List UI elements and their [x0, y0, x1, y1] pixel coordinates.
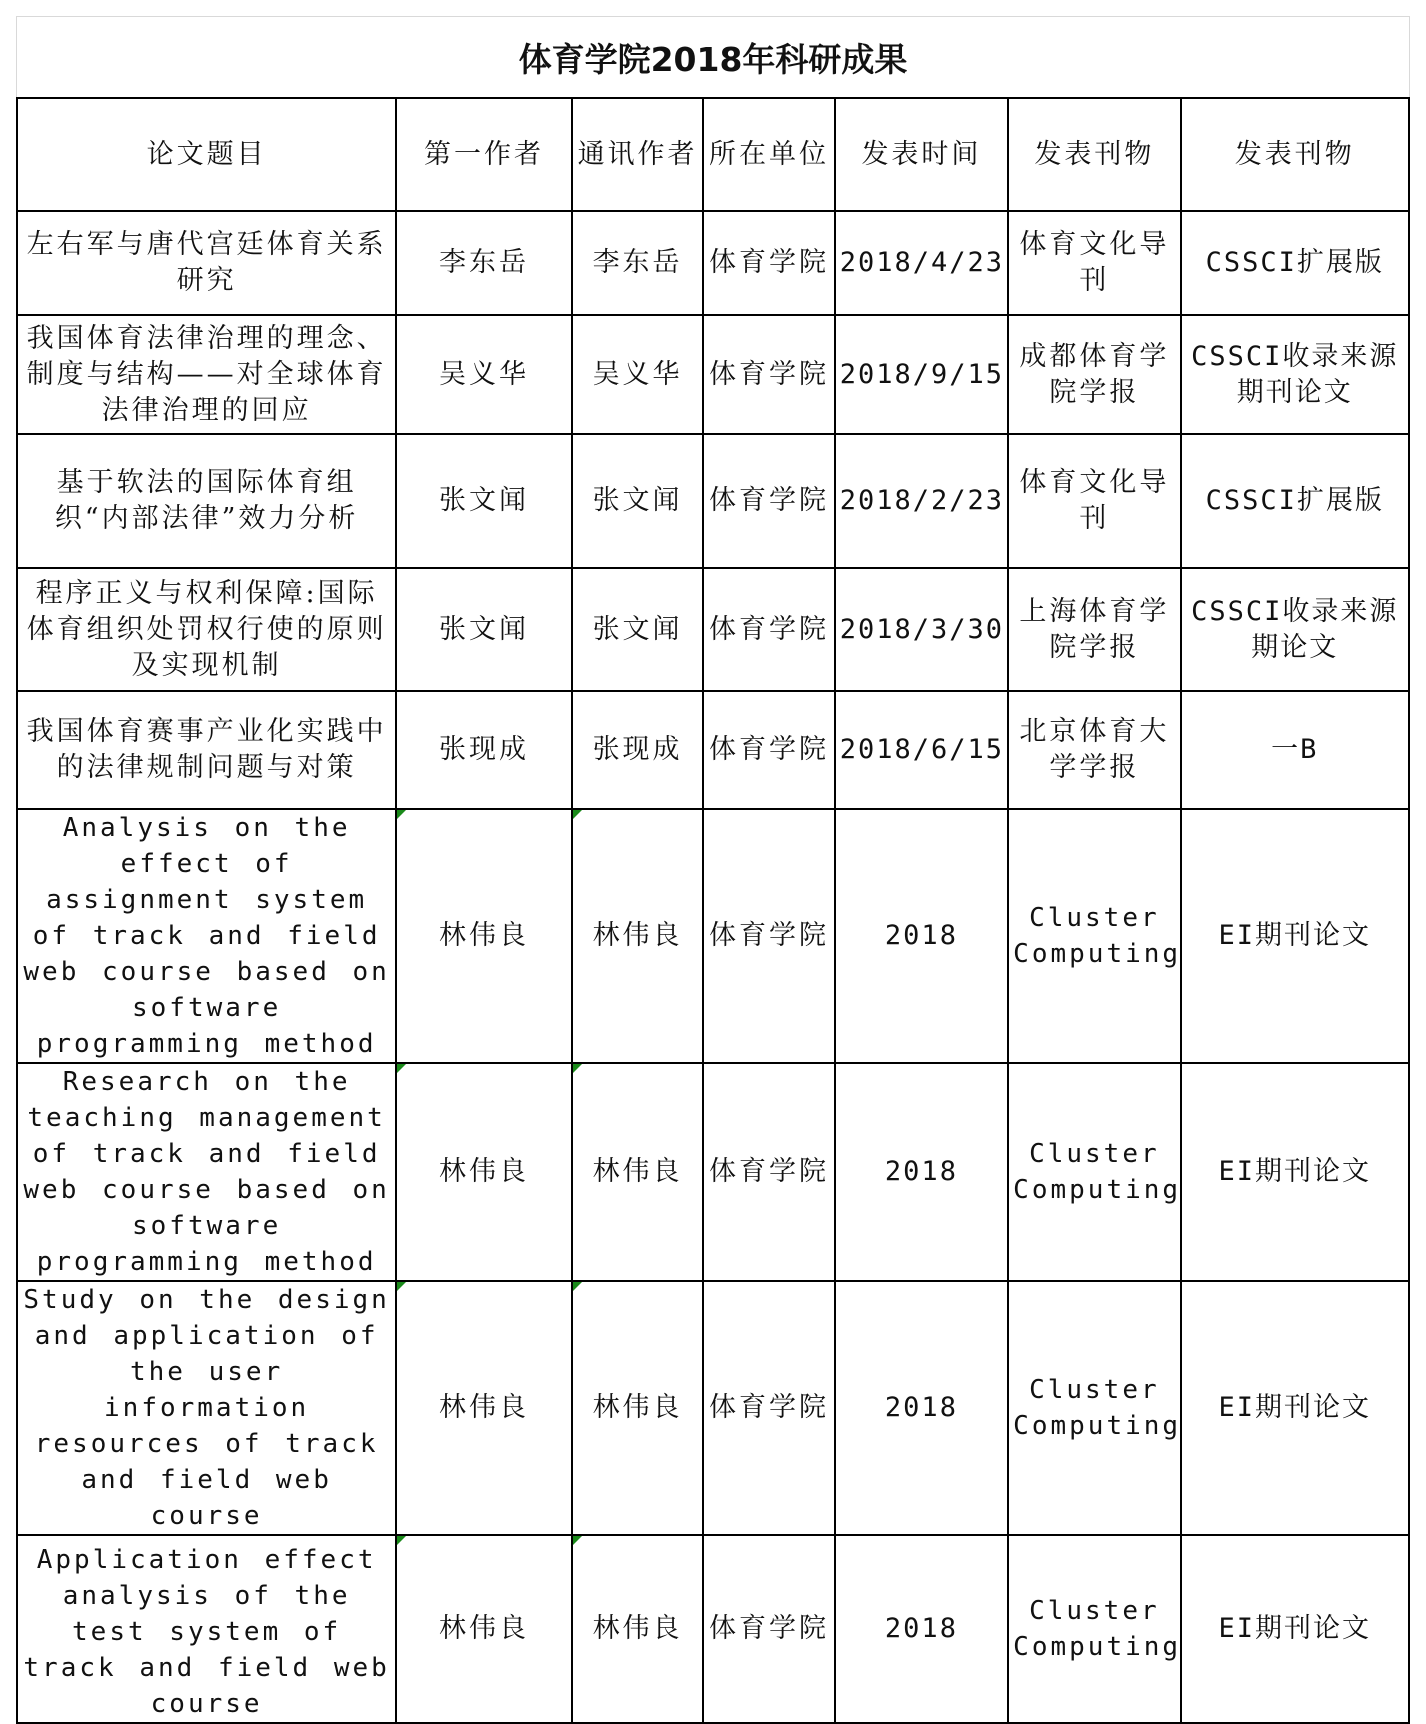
journal-cell[interactable]: 上海体育学院学报: [1008, 568, 1180, 691]
table-row: [17, 1281, 1409, 1535]
paper-title-cell[interactable]: Application effect analysis of the test system of track and field web course: [17, 1535, 396, 1723]
corresponding-author-cell[interactable]: 林伟良: [572, 809, 703, 1063]
publish-date-cell[interactable]: 2018: [835, 1281, 1008, 1535]
table-row: [17, 691, 1409, 809]
table-row: [17, 809, 1409, 1063]
unit-cell[interactable]: 体育学院: [703, 211, 834, 315]
table-row: [17, 211, 1409, 315]
paper-title-cell[interactable]: 我国体育法律治理的理念、制度与结构——对全球体育法律治理的回应: [17, 315, 396, 434]
first-author-cell[interactable]: 林伟良: [396, 1281, 572, 1535]
unit-cell[interactable]: 体育学院: [703, 691, 834, 809]
corresponding-author-cell[interactable]: 林伟良: [572, 1535, 703, 1723]
journal-cell[interactable]: 成都体育学院学报: [1008, 315, 1180, 434]
journal-level-cell[interactable]: CSSCI收录来源期论文: [1181, 568, 1409, 691]
unit-cell[interactable]: 体育学院: [703, 434, 834, 568]
publish-date-cell[interactable]: 2018: [835, 809, 1008, 1063]
first-author-cell[interactable]: 张现成: [396, 691, 572, 809]
paper-title-cell[interactable]: 左右军与唐代宫廷体育关系研究: [17, 211, 396, 315]
first-author-cell[interactable]: 吴义华: [396, 315, 572, 434]
journal-level-cell[interactable]: 一B: [1181, 691, 1409, 809]
first-author-cell[interactable]: 李东岳: [396, 211, 572, 315]
journal-level-cell[interactable]: CSSCI扩展版: [1181, 211, 1409, 315]
header-journal-level[interactable]: 发表刊物: [1181, 98, 1409, 211]
results-table: [16, 97, 1410, 1724]
table-row: [17, 434, 1409, 568]
header-journal[interactable]: 发表刊物: [1008, 98, 1180, 211]
paper-title-cell[interactable]: 程序正义与权利保障:国际体育组织处罚权行使的原则及实现机制: [17, 568, 396, 691]
journal-cell[interactable]: 体育文化导刊: [1008, 434, 1180, 568]
corresponding-author-cell[interactable]: 林伟良: [572, 1063, 703, 1281]
unit-cell[interactable]: 体育学院: [703, 1535, 834, 1723]
paper-title-cell[interactable]: Analysis on the effect of assignment system of track and field web course based on software programming method: [17, 809, 396, 1063]
header-corresponding-author[interactable]: 通讯作者: [572, 98, 703, 211]
header-paper-title[interactable]: 论文题目: [17, 98, 396, 211]
unit-cell[interactable]: 体育学院: [703, 315, 834, 434]
journal-cell[interactable]: 体育文化导刊: [1008, 211, 1180, 315]
corresponding-author-cell[interactable]: 林伟良: [572, 1281, 703, 1535]
paper-title-cell[interactable]: 基于软法的国际体育组织“内部法律”效力分析: [17, 434, 396, 568]
journal-cell[interactable]: 北京体育大学学报: [1008, 691, 1180, 809]
journal-level-cell[interactable]: EI期刊论文: [1181, 1535, 1409, 1723]
first-author-cell[interactable]: 林伟良: [396, 1535, 572, 1723]
journal-cell[interactable]: Cluster Computing: [1008, 809, 1180, 1063]
publish-date-cell[interactable]: 2018/4/23: [835, 211, 1008, 315]
publish-date-cell[interactable]: 2018: [835, 1535, 1008, 1723]
corresponding-author-cell[interactable]: 吴义华: [572, 315, 703, 434]
spreadsheet: [16, 16, 1410, 1719]
journal-cell[interactable]: Cluster Computing: [1008, 1281, 1180, 1535]
header-row: [17, 98, 1409, 211]
unit-cell[interactable]: 体育学院: [703, 1063, 834, 1281]
paper-title-cell[interactable]: Research on the teaching management of track and field web course based on software programming method: [17, 1063, 396, 1281]
header-publish-date[interactable]: 发表时间: [835, 98, 1008, 211]
first-author-cell[interactable]: 林伟良: [396, 1063, 572, 1281]
corresponding-author-cell[interactable]: 张文闻: [572, 568, 703, 691]
unit-cell[interactable]: 体育学院: [703, 1281, 834, 1535]
journal-cell[interactable]: Cluster Computing: [1008, 1063, 1180, 1281]
table-row: [17, 315, 1409, 434]
header-first-author[interactable]: 第一作者: [396, 98, 572, 211]
journal-level-cell[interactable]: EI期刊论文: [1181, 1281, 1409, 1535]
paper-title-cell[interactable]: Study on the design and application of the user information resources of track and field web course: [17, 1281, 396, 1535]
first-author-cell[interactable]: 张文闻: [396, 434, 572, 568]
table-row: [17, 1063, 1409, 1281]
publish-date-cell[interactable]: 2018/6/15: [835, 691, 1008, 809]
first-author-cell[interactable]: 张文闻: [396, 568, 572, 691]
corresponding-author-cell[interactable]: 张现成: [572, 691, 703, 809]
unit-cell[interactable]: 体育学院: [703, 809, 834, 1063]
publish-date-cell[interactable]: 2018: [835, 1063, 1008, 1281]
paper-title-cell[interactable]: 我国体育赛事产业化实践中的法律规制问题与对策: [17, 691, 396, 809]
publish-date-cell[interactable]: 2018/3/30: [835, 568, 1008, 691]
corresponding-author-cell[interactable]: 李东岳: [572, 211, 703, 315]
journal-level-cell[interactable]: EI期刊论文: [1181, 809, 1409, 1063]
publish-date-cell[interactable]: 2018/2/23: [835, 434, 1008, 568]
table-row: [17, 568, 1409, 691]
journal-level-cell[interactable]: EI期刊论文: [1181, 1063, 1409, 1281]
first-author-cell[interactable]: 林伟良: [396, 809, 572, 1063]
sheet-title[interactable]: 体育学院2018年科研成果: [16, 16, 1410, 97]
header-unit[interactable]: 所在单位: [703, 98, 834, 211]
unit-cell[interactable]: 体育学院: [703, 568, 834, 691]
journal-level-cell[interactable]: CSSCI扩展版: [1181, 434, 1409, 568]
journal-cell[interactable]: Cluster Computing: [1008, 1535, 1180, 1723]
journal-level-cell[interactable]: CSSCI收录来源期刊论文: [1181, 315, 1409, 434]
table-row: [17, 1535, 1409, 1723]
corresponding-author-cell[interactable]: 张文闻: [572, 434, 703, 568]
publish-date-cell[interactable]: 2018/9/15: [835, 315, 1008, 434]
